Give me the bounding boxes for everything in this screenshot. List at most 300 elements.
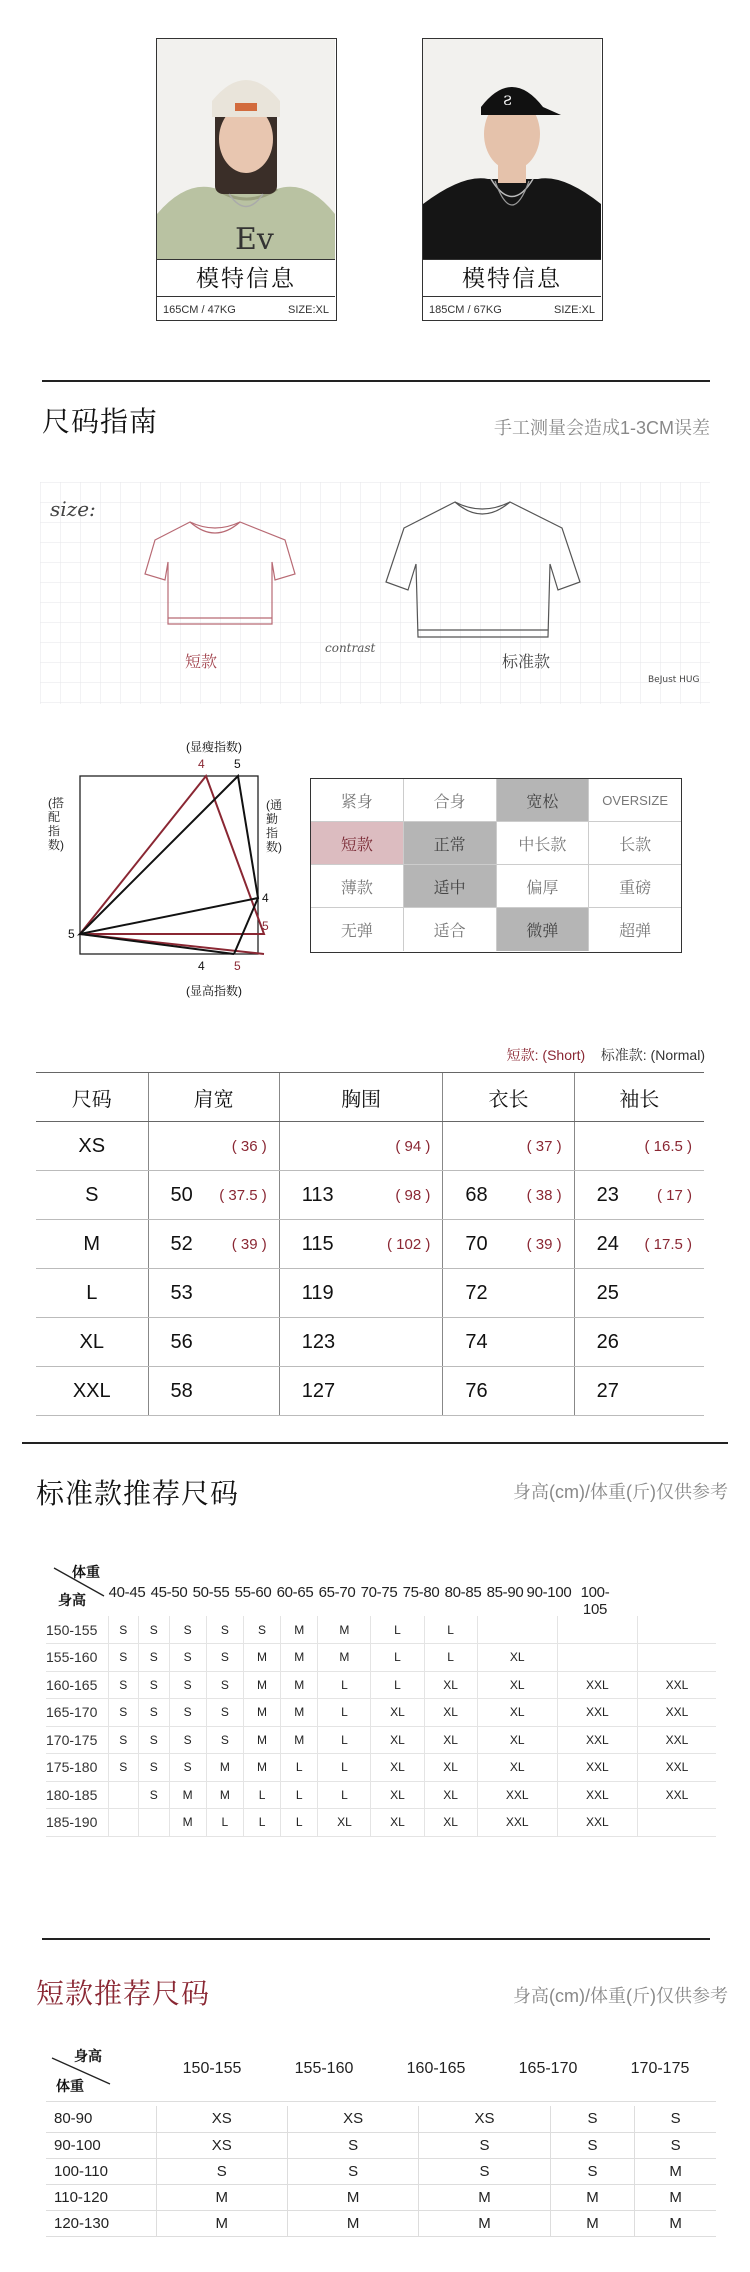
height-header: 155-160	[294, 2060, 354, 2077]
size-cell: M	[243, 1726, 280, 1754]
size-cell: L	[243, 1809, 280, 1837]
corner-weight-label: 体重	[56, 2078, 84, 2094]
normal-value: 56	[170, 1330, 193, 1353]
size-cell: S	[287, 2132, 418, 2158]
size-cell: XL	[318, 1809, 371, 1837]
size-cell: XXL	[557, 1671, 637, 1699]
size-guide-title: 尺码指南	[42, 406, 159, 437]
height-header: 170-175	[630, 2060, 690, 2077]
size-cell: XL	[477, 1754, 557, 1782]
size-cell: S	[139, 1781, 170, 1809]
size-cell: XL	[371, 1726, 424, 1754]
corner-height-label: 身高	[74, 2048, 102, 2064]
size-cell: M	[281, 1671, 318, 1699]
normal-value: 68	[465, 1183, 488, 1206]
size-cell: XS	[36, 1122, 148, 1171]
short-value: ( 39 )	[231, 1236, 267, 1253]
model-height-weight: 165CM / 47KG	[163, 304, 236, 316]
size-cell: M	[243, 1754, 280, 1782]
sketch-short-label: 短款	[185, 652, 218, 671]
size-cell: XXL	[36, 1367, 148, 1416]
size-cell: S	[169, 1726, 206, 1754]
weight-header: 50-55	[192, 1584, 230, 1601]
size-cell: XXL	[557, 1809, 637, 1837]
short-value: ( 37 )	[526, 1138, 562, 1155]
value-cell-length	[443, 1171, 574, 1220]
size-cell: M	[635, 2210, 716, 2236]
value-cell-shoulder	[148, 1269, 279, 1318]
size-cell: S	[108, 1726, 139, 1754]
size-cell: L	[424, 1616, 477, 1644]
attr-cell: OVERSIZE	[602, 792, 668, 808]
weight-header: 55-60	[234, 1584, 272, 1601]
size-cell: M	[550, 2210, 634, 2236]
attr-cell: 无弹	[311, 908, 404, 951]
table-row	[46, 2158, 716, 2184]
size-cell: S	[206, 1671, 243, 1699]
size-cell: S	[206, 1699, 243, 1727]
value-cell-sleeve	[574, 1122, 704, 1171]
attr-cell-selected-short: 短款	[311, 822, 404, 864]
height-cell: 175-180	[46, 1754, 108, 1782]
size-cell: XL	[36, 1318, 148, 1367]
standard-rec-title: 标准款推荐尺码	[36, 1478, 240, 1509]
attr-cell-selected: 微弹	[497, 908, 590, 951]
table-row	[46, 1726, 716, 1754]
weight-header: 90-100	[526, 1584, 572, 1601]
attr-cell: 薄款	[311, 865, 404, 907]
short-value: ( 38 )	[526, 1187, 562, 1204]
size-cell: M	[287, 2210, 418, 2236]
attr-cell: 合身	[404, 779, 497, 821]
sketch-brand: BeJust HUG	[648, 675, 700, 685]
size-cell: S	[108, 1699, 139, 1727]
model-card-female	[156, 38, 337, 321]
short-value: ( 102 )	[386, 1236, 431, 1253]
size-cell: S	[169, 1671, 206, 1699]
normal-value: 26	[596, 1330, 619, 1353]
size-legend	[507, 1045, 705, 1065]
size-cell: L	[206, 1809, 243, 1837]
size-cell: S	[139, 1726, 170, 1754]
legend-normal: 标准款: (Normal)	[600, 1047, 705, 1063]
size-cell: S	[169, 1699, 206, 1727]
normal-value: 25	[596, 1281, 619, 1304]
value-cell-chest	[279, 1220, 443, 1269]
standard-rec-header	[46, 1562, 716, 1618]
size-cell: S	[108, 1644, 139, 1672]
sketch-standard-label: 标准款	[502, 652, 551, 671]
table-row	[36, 1122, 704, 1171]
normal-value: 123	[301, 1330, 336, 1353]
size-cell: M	[281, 1616, 318, 1644]
model-stats	[423, 299, 601, 321]
value-cell-length	[443, 1318, 574, 1367]
table-row	[36, 1318, 704, 1367]
size-cell: L	[318, 1699, 371, 1727]
size-cell: M	[281, 1644, 318, 1672]
table-corner	[46, 1562, 106, 1608]
size-cell: XS	[287, 2106, 418, 2132]
value-cell-chest	[279, 1171, 443, 1220]
height-header: 150-155	[182, 2060, 242, 2077]
header-chest: 胸围	[279, 1073, 443, 1122]
normal-value: 115	[301, 1232, 334, 1255]
table-row	[46, 1754, 716, 1782]
size-cell: L	[36, 1269, 148, 1318]
value-cell-length	[443, 1269, 574, 1318]
size-cell: S	[169, 1644, 206, 1672]
value-cell-shoulder	[148, 1220, 279, 1269]
attr-cell: 偏厚	[497, 865, 590, 907]
size-cell: S	[206, 1616, 243, 1644]
size-cell: XXL	[477, 1809, 557, 1837]
size-cell: S	[169, 1754, 206, 1782]
section-divider	[42, 1938, 710, 1940]
value-cell-chest	[279, 1269, 443, 1318]
size-cell	[557, 1616, 637, 1644]
size-cell: S	[108, 1671, 139, 1699]
height-cell: 185-190	[46, 1809, 108, 1837]
bottom-value-short: 5	[234, 959, 241, 973]
size-cell: S	[635, 2106, 716, 2132]
attr-cell: 超弹	[619, 923, 652, 940]
svg-text:Ƨ: Ƨ	[503, 94, 512, 109]
size-cell: S	[287, 2158, 418, 2184]
weight-cell: 100-110	[46, 2158, 156, 2184]
table-row	[36, 1171, 704, 1220]
size-cell: S	[635, 2132, 716, 2158]
size-cell: S	[550, 2132, 634, 2158]
size-cell: M	[169, 1781, 206, 1809]
model-size: SIZE:XL	[554, 304, 595, 316]
size-cell: S	[169, 1616, 206, 1644]
size-cell: S	[139, 1671, 170, 1699]
attr-cell-selected: 适中	[404, 865, 497, 907]
size-cell	[139, 1809, 170, 1837]
size-cell: S	[108, 1616, 139, 1644]
model-photo-female	[157, 39, 335, 259]
model-info-label: 模特信息	[157, 259, 335, 297]
size-cell: M	[243, 1644, 280, 1672]
size-cell: S	[419, 2158, 550, 2184]
measurement-table	[36, 1072, 704, 1416]
size-cell: XL	[477, 1671, 557, 1699]
size-cell: S	[550, 2106, 634, 2132]
commute-index-label: (通勤指数)	[266, 798, 282, 854]
size-cell	[557, 1644, 637, 1672]
svg-text:Ev: Ev	[235, 222, 274, 257]
size-cell: S	[139, 1699, 170, 1727]
sketch-contrast-label: contrast	[325, 641, 376, 655]
size-cell: XXL	[637, 1726, 716, 1754]
size-cell	[108, 1781, 139, 1809]
size-cell: M	[206, 1781, 243, 1809]
size-cell: XXL	[637, 1671, 716, 1699]
value-cell-sleeve	[574, 1171, 704, 1220]
size-cell: M	[419, 2210, 550, 2236]
normal-value: 127	[301, 1379, 336, 1402]
model-card-male	[422, 38, 603, 321]
model-info-label: 模特信息	[423, 259, 601, 297]
size-cell: L	[281, 1809, 318, 1837]
header-shoulder: 肩宽	[148, 1073, 279, 1122]
attr-cell: 重磅	[619, 879, 652, 897]
size-cell: S	[139, 1616, 170, 1644]
short-value: ( 37.5 )	[219, 1187, 267, 1204]
table-corner	[46, 2036, 156, 2102]
size-cell: XXL	[557, 1754, 637, 1782]
size-cell: S	[419, 2132, 550, 2158]
attr-row-thickness	[311, 865, 681, 908]
size-cell: L	[424, 1644, 477, 1672]
corner-height-label: 身高	[58, 1592, 86, 1608]
tshirt-sketch	[40, 482, 710, 704]
size-cell: XL	[477, 1726, 557, 1754]
right-value-normal: 4	[262, 891, 269, 905]
size-cell: M	[156, 2210, 287, 2236]
size-cell: XXL	[557, 1781, 637, 1809]
size-cell: M	[318, 1644, 371, 1672]
weight-cell: 90-100	[46, 2132, 156, 2158]
normal-value: 50	[170, 1183, 193, 1206]
size-cell: S	[206, 1644, 243, 1672]
short-value: ( 98 )	[395, 1187, 431, 1204]
section-divider	[42, 380, 710, 382]
normal-value: 53	[170, 1281, 193, 1304]
value-cell-shoulder	[148, 1318, 279, 1367]
value-cell-chest	[279, 1318, 443, 1367]
attr-cell: 紧身	[311, 779, 404, 821]
weight-header: 75-80	[402, 1584, 440, 1601]
size-cell: S	[139, 1644, 170, 1672]
size-cell: M	[287, 2184, 418, 2210]
size-cell: M	[169, 1809, 206, 1837]
size-cell: XXL	[637, 1754, 716, 1782]
weight-cell: 110-120	[46, 2184, 156, 2210]
left-value: 5	[68, 927, 75, 941]
match-index-label: (搭配指数)	[48, 796, 64, 852]
table-header-row	[36, 1073, 704, 1122]
model-height-weight: 185CM / 67KG	[429, 304, 502, 316]
header-length: 衣长	[443, 1073, 574, 1122]
weight-header: 65-70	[318, 1584, 356, 1601]
value-cell-length	[443, 1220, 574, 1269]
weight-header: 70-75	[360, 1584, 398, 1601]
weight-cell: 120-130	[46, 2210, 156, 2236]
size-cell: M	[419, 2184, 550, 2210]
size-cell: XL	[424, 1781, 477, 1809]
value-cell-length	[443, 1367, 574, 1416]
size-cell: L	[371, 1644, 424, 1672]
size-cell: XS	[419, 2106, 550, 2132]
model-photo-male	[423, 39, 601, 259]
size-cell: M	[36, 1220, 148, 1269]
attr-row-length	[311, 822, 681, 865]
short-value: ( 94 )	[395, 1138, 431, 1155]
size-cell	[637, 1644, 716, 1672]
size-cell: L	[318, 1726, 371, 1754]
normal-value: 72	[465, 1281, 488, 1304]
section-divider	[22, 1442, 728, 1444]
size-guide-note: 手工测量会造成1-3CM误差	[493, 418, 710, 438]
size-cell: S	[156, 2158, 287, 2184]
value-cell-sleeve	[574, 1318, 704, 1367]
size-cell: XL	[424, 1754, 477, 1782]
weight-header: 100-105	[580, 1584, 610, 1618]
normal-value: 27	[596, 1379, 619, 1402]
size-cell: XL	[371, 1754, 424, 1782]
size-cell: XL	[424, 1809, 477, 1837]
height-cell: 170-175	[46, 1726, 108, 1754]
short-value: ( 16.5 )	[644, 1138, 692, 1155]
attr-cell: 中长款	[497, 822, 590, 864]
normal-value: 119	[301, 1281, 334, 1304]
size-cell	[637, 1616, 716, 1644]
size-cell: M	[318, 1616, 371, 1644]
value-cell-chest	[279, 1367, 443, 1416]
short-value: ( 17 )	[656, 1187, 692, 1204]
short-rec-title: 短款推荐尺码	[36, 1978, 211, 2009]
weight-header: 85-90	[486, 1584, 524, 1601]
size-cell: L	[371, 1616, 424, 1644]
size-cell: XS	[156, 2106, 287, 2132]
short-rec-header	[46, 2036, 716, 2102]
height-columns	[156, 2036, 716, 2102]
size-cell: M	[281, 1726, 318, 1754]
weight-cell: 80-90	[46, 2106, 156, 2132]
legend-short: 短款: (Short)	[506, 1047, 586, 1063]
height-cell: 165-170	[46, 1699, 108, 1727]
size-cell: M	[243, 1699, 280, 1727]
table-row	[46, 1671, 716, 1699]
right-value-short: 5	[262, 919, 269, 933]
table-row	[46, 2106, 716, 2132]
standard-rec-table	[46, 1616, 716, 1837]
size-cell: M	[206, 1754, 243, 1782]
normal-value: 52	[170, 1232, 193, 1255]
bottom-value-normal: 4	[198, 959, 205, 973]
value-cell-shoulder	[148, 1367, 279, 1416]
size-cell: XS	[156, 2132, 287, 2158]
model-size: SIZE:XL	[288, 304, 329, 316]
size-cell: M	[550, 2184, 634, 2210]
header-size: 尺码	[36, 1073, 148, 1122]
value-cell-sleeve	[574, 1269, 704, 1318]
size-cell: M	[635, 2184, 716, 2210]
attr-cell-selected: 宽松	[497, 779, 590, 821]
table-row	[46, 1809, 716, 1837]
table-row	[46, 1616, 716, 1644]
top-value-normal: 5	[234, 757, 241, 771]
size-cell	[477, 1616, 557, 1644]
size-cell: M	[281, 1699, 318, 1727]
attr-cell: 长款	[619, 836, 652, 854]
model-stats	[157, 299, 335, 321]
size-cell: S	[243, 1616, 280, 1644]
weight-columns	[106, 1584, 618, 1618]
size-cell: M	[243, 1671, 280, 1699]
short-value: ( 36 )	[231, 1138, 267, 1155]
attr-row-fit	[311, 779, 681, 822]
size-cell	[108, 1809, 139, 1837]
size-cell: L	[281, 1754, 318, 1782]
short-value: ( 39 )	[526, 1236, 562, 1253]
value-cell-chest	[279, 1122, 443, 1171]
value-cell-sleeve	[574, 1367, 704, 1416]
size-cell: L	[318, 1754, 371, 1782]
size-cell: XL	[371, 1699, 424, 1727]
table-row	[46, 1699, 716, 1727]
size-cell: L	[318, 1671, 371, 1699]
table-row	[46, 2210, 716, 2236]
height-cell: 160-165	[46, 1671, 108, 1699]
size-cell: XL	[371, 1781, 424, 1809]
normal-value: 74	[465, 1330, 488, 1353]
weight-header: 45-50	[150, 1584, 188, 1601]
size-cell: XL	[424, 1671, 477, 1699]
size-cell: L	[243, 1781, 280, 1809]
table-row	[36, 1220, 704, 1269]
weight-header: 40-45	[108, 1584, 146, 1601]
size-cell: S	[550, 2158, 634, 2184]
size-cell: XXL	[557, 1699, 637, 1727]
header-sleeve: 袖长	[574, 1073, 704, 1122]
attr-cell: 适合	[404, 908, 497, 951]
table-row	[36, 1367, 704, 1416]
size-cell: S	[36, 1171, 148, 1220]
value-cell-length	[443, 1122, 574, 1171]
size-cell: XL	[477, 1644, 557, 1672]
sketch-size-label: size:	[50, 497, 96, 521]
size-cell: M	[635, 2158, 716, 2184]
height-header: 160-165	[406, 2060, 466, 2077]
size-cell: L	[318, 1781, 371, 1809]
size-cell: XL	[424, 1726, 477, 1754]
standard-rec-note: 身高(cm)/体重(斤)仅供参考	[513, 1482, 728, 1502]
size-cell: S	[206, 1726, 243, 1754]
normal-value: 113	[301, 1183, 334, 1206]
normal-value: 58	[170, 1379, 193, 1402]
slim-index-label: (显瘦指数)	[186, 740, 242, 754]
size-cell	[637, 1809, 716, 1837]
table-row	[46, 2132, 716, 2158]
size-cell: XL	[371, 1809, 424, 1837]
normal-value: 70	[465, 1232, 488, 1255]
normal-value: 24	[596, 1232, 619, 1255]
attr-row-elasticity	[311, 908, 681, 951]
weight-header: 60-65	[276, 1584, 314, 1601]
value-cell-shoulder	[148, 1122, 279, 1171]
attribute-grid	[310, 778, 682, 953]
size-cell: L	[281, 1781, 318, 1809]
table-row	[36, 1269, 704, 1318]
short-rec-note: 身高(cm)/体重(斤)仅供参考	[513, 1986, 728, 2006]
size-cell: S	[139, 1754, 170, 1782]
size-cell: L	[371, 1671, 424, 1699]
height-cell: 180-185	[46, 1781, 108, 1809]
size-cell: S	[108, 1754, 139, 1782]
attr-cell-selected: 正常	[404, 822, 497, 864]
value-cell-shoulder	[148, 1171, 279, 1220]
table-row	[46, 1781, 716, 1809]
normal-value: 23	[596, 1183, 619, 1206]
size-cell: XXL	[477, 1781, 557, 1809]
size-cell: XXL	[557, 1726, 637, 1754]
tall-index-label: (显高指数)	[186, 984, 242, 998]
value-cell-sleeve	[574, 1220, 704, 1269]
index-triangle-diagram	[48, 738, 282, 1000]
